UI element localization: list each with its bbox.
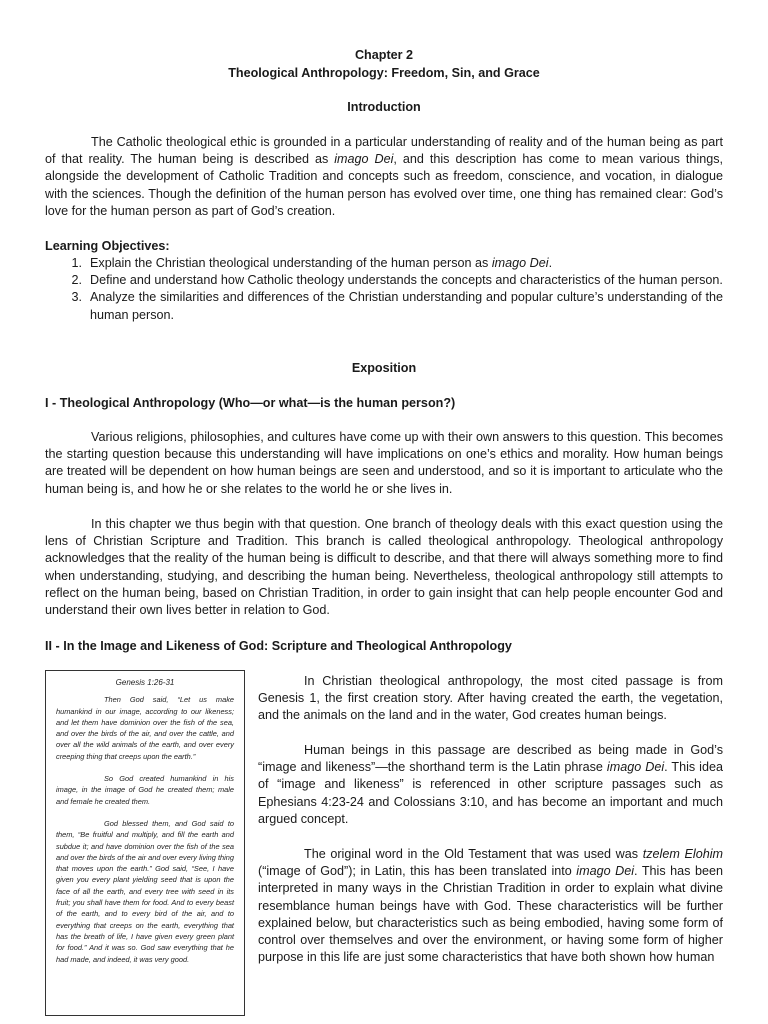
chapter-label: Chapter 2 <box>354 48 414 62</box>
learning-objectives-list <box>45 255 723 324</box>
right-column-paragraph-1: In Christian theological anthropology, the most cited passage is from Genesis 1, the first creation story. After having created the earth, the vegetation, and the animals on the land and in the water, God creates human beings. <box>258 674 723 723</box>
quote-verse-3: God blessed them, and God said to them, “Be fruitful and multiply, and fill the earth and subdue it; and have dominion over the fish of the sea and over the birds of the air and over every living thing that moves upon the earth.” God said, “See, I have given you every plant yielding seed that is upon the face of all the earth, and every tree with seed in its fruit; you shall have them for food. And to every beast of the earth, and to every bird of the air, and to everything that creeps on the earth, everything that has the breath of life, I have given every green plant for food.” And it was so. God saw everything that he had made, and indeed, it was very good. <box>56 818 234 964</box>
chapter-title: Theological Anthropology: Freedom, Sin, and Grace <box>228 66 540 80</box>
section-2-heading: II - In the Image and Likeness of God: Scripture and Theological Anthropology <box>45 639 512 653</box>
right-column-paragraph-2: Human beings in this passage are described as being made in God’s “image and likeness”—the shorthand term is the Latin phrase imago Dei. This idea of “image and likeness” is referenced in other scripture passages such as Ephesians 4:23-24 and Colossians 3:10, and has become an important and much argued concept. <box>258 743 723 826</box>
list-item: 1. Explain the Christian theological understanding of the human person as imago Dei. <box>71 256 553 270</box>
quote-verse-1: Then God said, “Let us make humankind in our image, according to our likeness; and let them have dominion over the fish of the sea, and over the birds of the air, and over the cattle, and over all the wild animals of the earth, and over every creeping thing that creeps upon the earth.” <box>56 695 234 761</box>
list-item: 3. Analyze the similarities and differences of the Christian understanding and popular culture’s understanding of the human person. <box>71 290 723 322</box>
introduction-paragraph: The Catholic theological ethic is grounded in a particular understanding of reality and of the human being as part of that reality. The human being is described as imago Dei, and this description has come to mean various things, alongside the development of Catholic Tradition and concepts such as freedom, conscience, and vocation, in dialogue with the sciences. Though the definition of the human person has evolved over time, one thing has remained clear: God’s love for the human person as part of God’s creation. <box>45 135 723 218</box>
exposition-heading: Exposition <box>351 361 417 375</box>
section-1-paragraph-2: In this chapter we thus begin with that question. One branch of theology deals with this exact question using the lens of Christian Scripture and Tradition. This branch is called theological anthropology. Theological anthropology acknowledges that the reality of the human being is difficult to describe, and that there will always something more to find when understanding, studying, and describing the human being. Nevertheless, theological anthropology still attempts to reflect on the human being, based on Christian Tradition, in order to gain insight that can help people encounter God and understand their own lives better in relation to God. <box>45 517 723 618</box>
genesis-quote-box <box>45 670 245 1016</box>
list-item: 2. Define and understand how Catholic theology understands the concepts and characteristics of the human person. <box>71 273 723 288</box>
quote-verse-2: So God created humankind in his image, in the image of God he created them; male and female he created them. <box>56 774 234 806</box>
section-1-paragraph-1: Various religions, philosophies, and cultures have come up with their own answers to this question. This becomes the starting question because this understanding will have implications on one’s ethics and morality. How human beings are treated will be dependent on how human beings are seen and understood, and so it is important to articulate who the human being is, and how he or she relates to the world he or she lives in. <box>45 430 723 496</box>
quote-title: Genesis 1:26-31 <box>115 678 175 687</box>
right-column-paragraph-3: The original word in the Old Testament that was used was tzelem Elohim (“image of God”); in Latin, this has been translated into imago Dei. This has been interpreted in many ways in the Christian Tradition in order to explain what divine resemblance human beings have with God. These characteristics will be further explained below, but characteristics such as being embodied, having some form of control over themselves and over the environment, or having some form of higher purpose in this life are just some characteristics that have both shown how human <box>258 847 723 965</box>
introduction-heading: Introduction <box>347 100 421 114</box>
learning-objectives-heading: Learning Objectives: <box>45 239 170 253</box>
section-1-heading: I - Theological Anthropology (Who—or what—is the human person?) <box>45 396 456 410</box>
